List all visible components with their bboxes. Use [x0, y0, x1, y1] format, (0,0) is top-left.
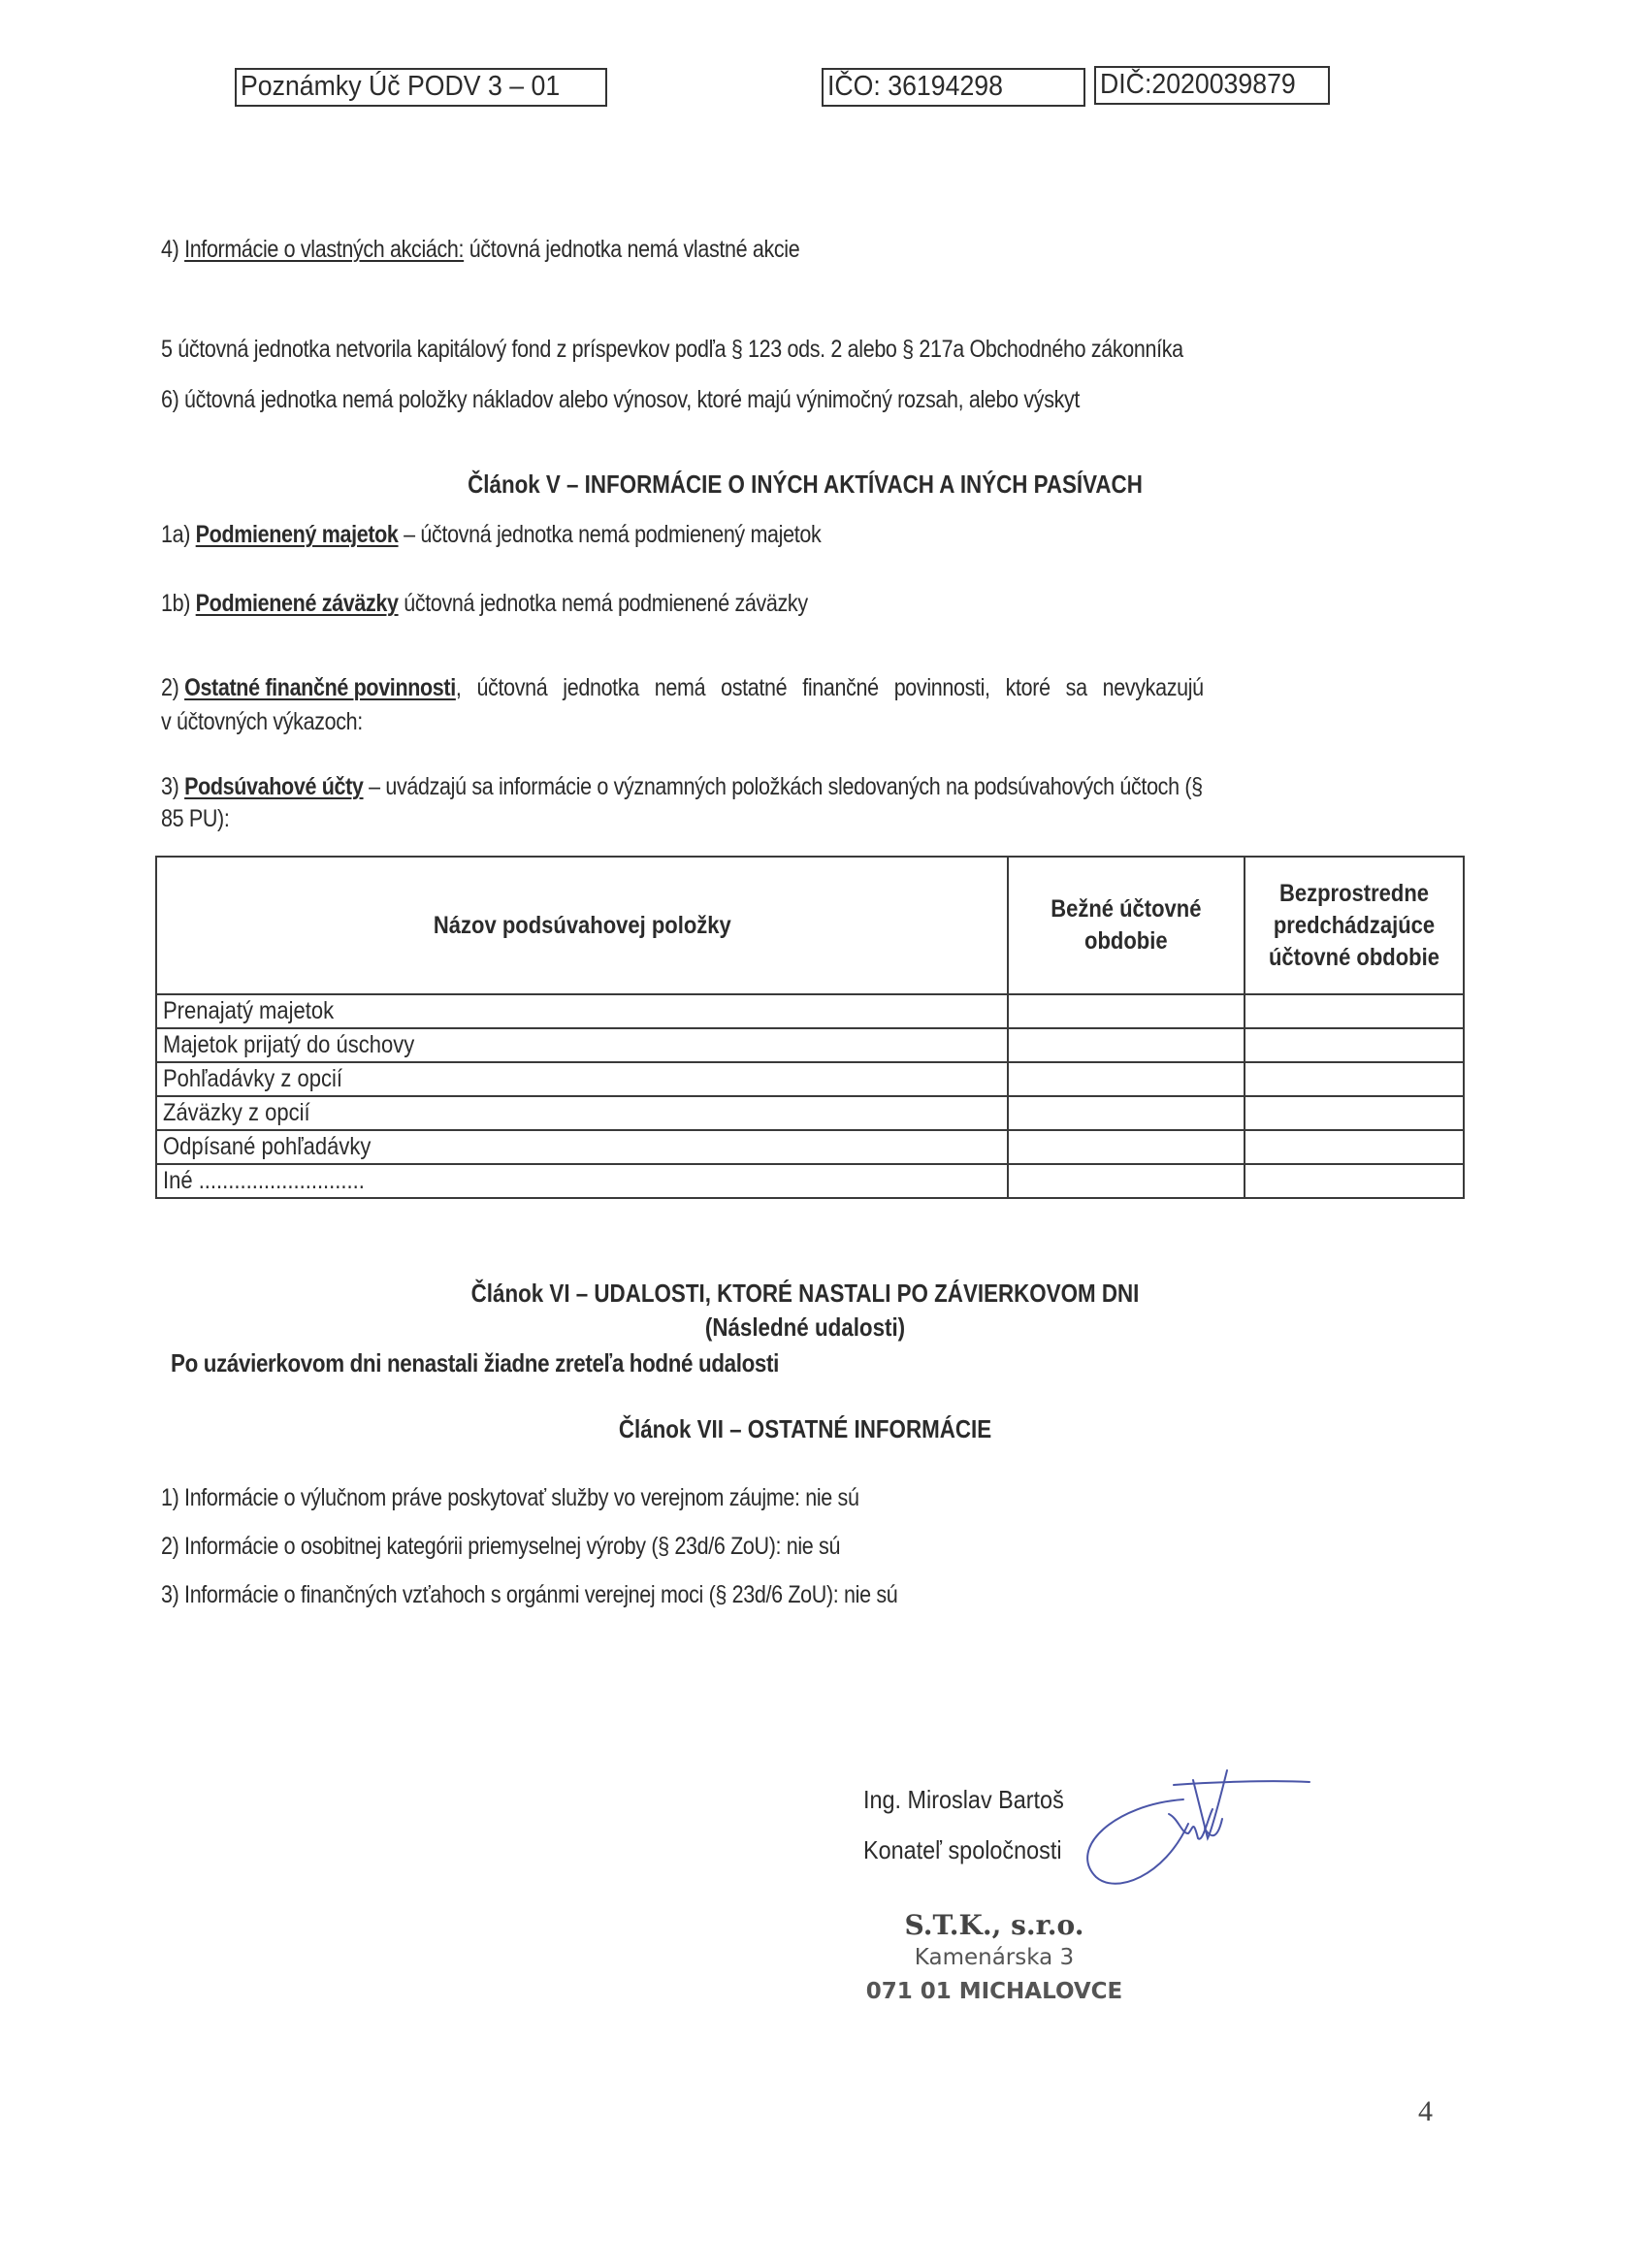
cell-current-period — [1008, 1096, 1245, 1130]
doc-label: Poznámky Úč PODV 3 – 01 — [241, 71, 561, 102]
item-1b — [161, 590, 808, 618]
column-header-current-period: Bežné účtovné obdobie — [1008, 857, 1245, 994]
page-number: 4 — [1418, 2095, 1433, 2127]
table-header-row — [156, 857, 1464, 994]
article-5-heading: Článok V – INFORMÁCIE O INÝCH AKTÍVACH A INÝCH PASÍVACH — [468, 470, 1143, 499]
dic-value: DIČ:2020039879 — [1100, 69, 1296, 100]
cell-previous-period — [1245, 1096, 1464, 1130]
article-7-item-3: 3) Informácie o finančných vzťahoch s orgánmi verejnej moci (§ 23d/6 ZoU): nie sú — [161, 1581, 898, 1608]
item-1b-title: Podmienené záväzky — [195, 590, 399, 617]
stamp-company: S.T.K., s.r.o. — [904, 1909, 1084, 1941]
item-3-text-line1: – uvádzajú sa informácie o významných položkách sledovaných na podsúvahových účtoch (§ — [369, 773, 1203, 800]
item-1b-text: účtovná jednotka nemá podmienené záväzky — [404, 590, 808, 617]
column-header-item-name: Názov podsúvahovej položky — [156, 857, 1008, 994]
cell-previous-period — [1245, 1062, 1464, 1096]
cell-item-name: Prenajatý majetok — [156, 994, 1008, 1028]
stamp-street: Kamenárska 3 — [914, 1945, 1075, 1970]
item-3 — [161, 773, 1203, 801]
cell-item-name: Záväzky z opcií — [156, 1096, 1008, 1130]
cell-previous-period — [1245, 1028, 1464, 1062]
column-header-previous-period: Bezprostredne predchádzajúce účtovné obdobie — [1245, 857, 1464, 994]
table-row — [156, 1062, 1464, 1096]
cell-current-period — [1008, 1028, 1245, 1062]
cell-previous-period — [1245, 1164, 1464, 1198]
article-7-item-2: 2) Informácie o osobitnej kategórii priemyselnej výroby (§ 23d/6 ZoU): nie sú — [161, 1533, 841, 1560]
item-3-title: Podsúvahové účty — [184, 773, 364, 800]
item-4 — [161, 236, 799, 264]
item-1a-title: Podmienený majetok — [195, 521, 399, 548]
ico-box — [822, 68, 1085, 107]
item-2-line2: v účtovných výkazoch: — [161, 708, 363, 735]
signatory-name: Ing. Miroslav Bartoš — [863, 1785, 1064, 1814]
item-4-prefix: 4) — [161, 236, 179, 263]
signature-scribble — [1057, 1761, 1319, 1896]
item-1b-prefix: 1b) — [161, 590, 191, 617]
off-balance-table — [155, 856, 1465, 1199]
item-3-prefix: 3) — [161, 773, 179, 800]
table-row — [156, 1130, 1464, 1164]
item-4-text: účtovná jednotka nemá vlastné akcie — [469, 236, 800, 263]
cell-item-name: Majetok prijatý do úschovy — [156, 1028, 1008, 1062]
item-2-prefix: 2) — [161, 674, 179, 701]
item-2 — [161, 674, 1204, 702]
item-2-text-line1: , účtovná jednotka nemá ostatné finančné povinnosti, ktoré sa nevykazujú — [455, 674, 1204, 701]
item-1a-prefix: 1a) — [161, 521, 191, 548]
handwritten-signature — [1087, 1770, 1310, 1884]
table-row — [156, 1028, 1464, 1062]
item-4-title: Informácie o vlastných akciách: — [184, 236, 465, 263]
cell-previous-period — [1245, 1130, 1464, 1164]
table-row — [156, 1164, 1464, 1198]
table-row — [156, 1096, 1464, 1130]
signatory-role: Konateľ spoločnosti — [863, 1835, 1062, 1864]
item-5: 5 účtovná jednotka netvorila kapitálový fond z príspevkov podľa § 123 ods. 2 alebo § 217a Obchodného zákonníka — [161, 336, 1183, 363]
stamp-city: 071 01 MICHALOVCE — [865, 1979, 1123, 2004]
item-6: 6) účtovná jednotka nemá položky nákladov alebo výnosov, ktoré majú výnimočný rozsah, alebo výskyt — [161, 386, 1081, 413]
cell-previous-period — [1245, 994, 1464, 1028]
article-7-heading: Článok VII – OSTATNÉ INFORMÁCIE — [618, 1414, 992, 1443]
table-row — [156, 994, 1464, 1028]
doc-label-box — [235, 68, 607, 107]
cell-item-name: Odpísané pohľadávky — [156, 1130, 1008, 1164]
article-7-item-1: 1) Informácie o výlučnom práve poskytovať služby vo verejnom záujme: nie sú — [161, 1484, 859, 1511]
dic-box — [1094, 66, 1330, 105]
cell-current-period — [1008, 1130, 1245, 1164]
article-6-heading: Článok VI – UDALOSTI, KTORÉ NASTALI PO ZÁVIERKOVOM DNI — [470, 1279, 1140, 1308]
ico-value: IČO: 36194298 — [827, 71, 1003, 102]
item-1a-text: – účtovná jednotka nemá podmienený majetok — [404, 521, 822, 548]
cell-item-name: Pohľadávky z opcií — [156, 1062, 1008, 1096]
item-2-title: Ostatné finančné povinnosti — [184, 674, 456, 701]
item-3-line2: 85 PU): — [161, 805, 230, 832]
cell-item-name: Iné ............................ — [156, 1164, 1008, 1198]
cell-current-period — [1008, 994, 1245, 1028]
article-6-subheading: (Následné udalosti) — [704, 1312, 906, 1342]
item-1a — [161, 521, 821, 549]
article-6-statement: Po uzávierkovom dni nenastali žiadne zreteľa hodné udalosti — [171, 1348, 779, 1377]
cell-current-period — [1008, 1062, 1245, 1096]
cell-current-period — [1008, 1164, 1245, 1198]
